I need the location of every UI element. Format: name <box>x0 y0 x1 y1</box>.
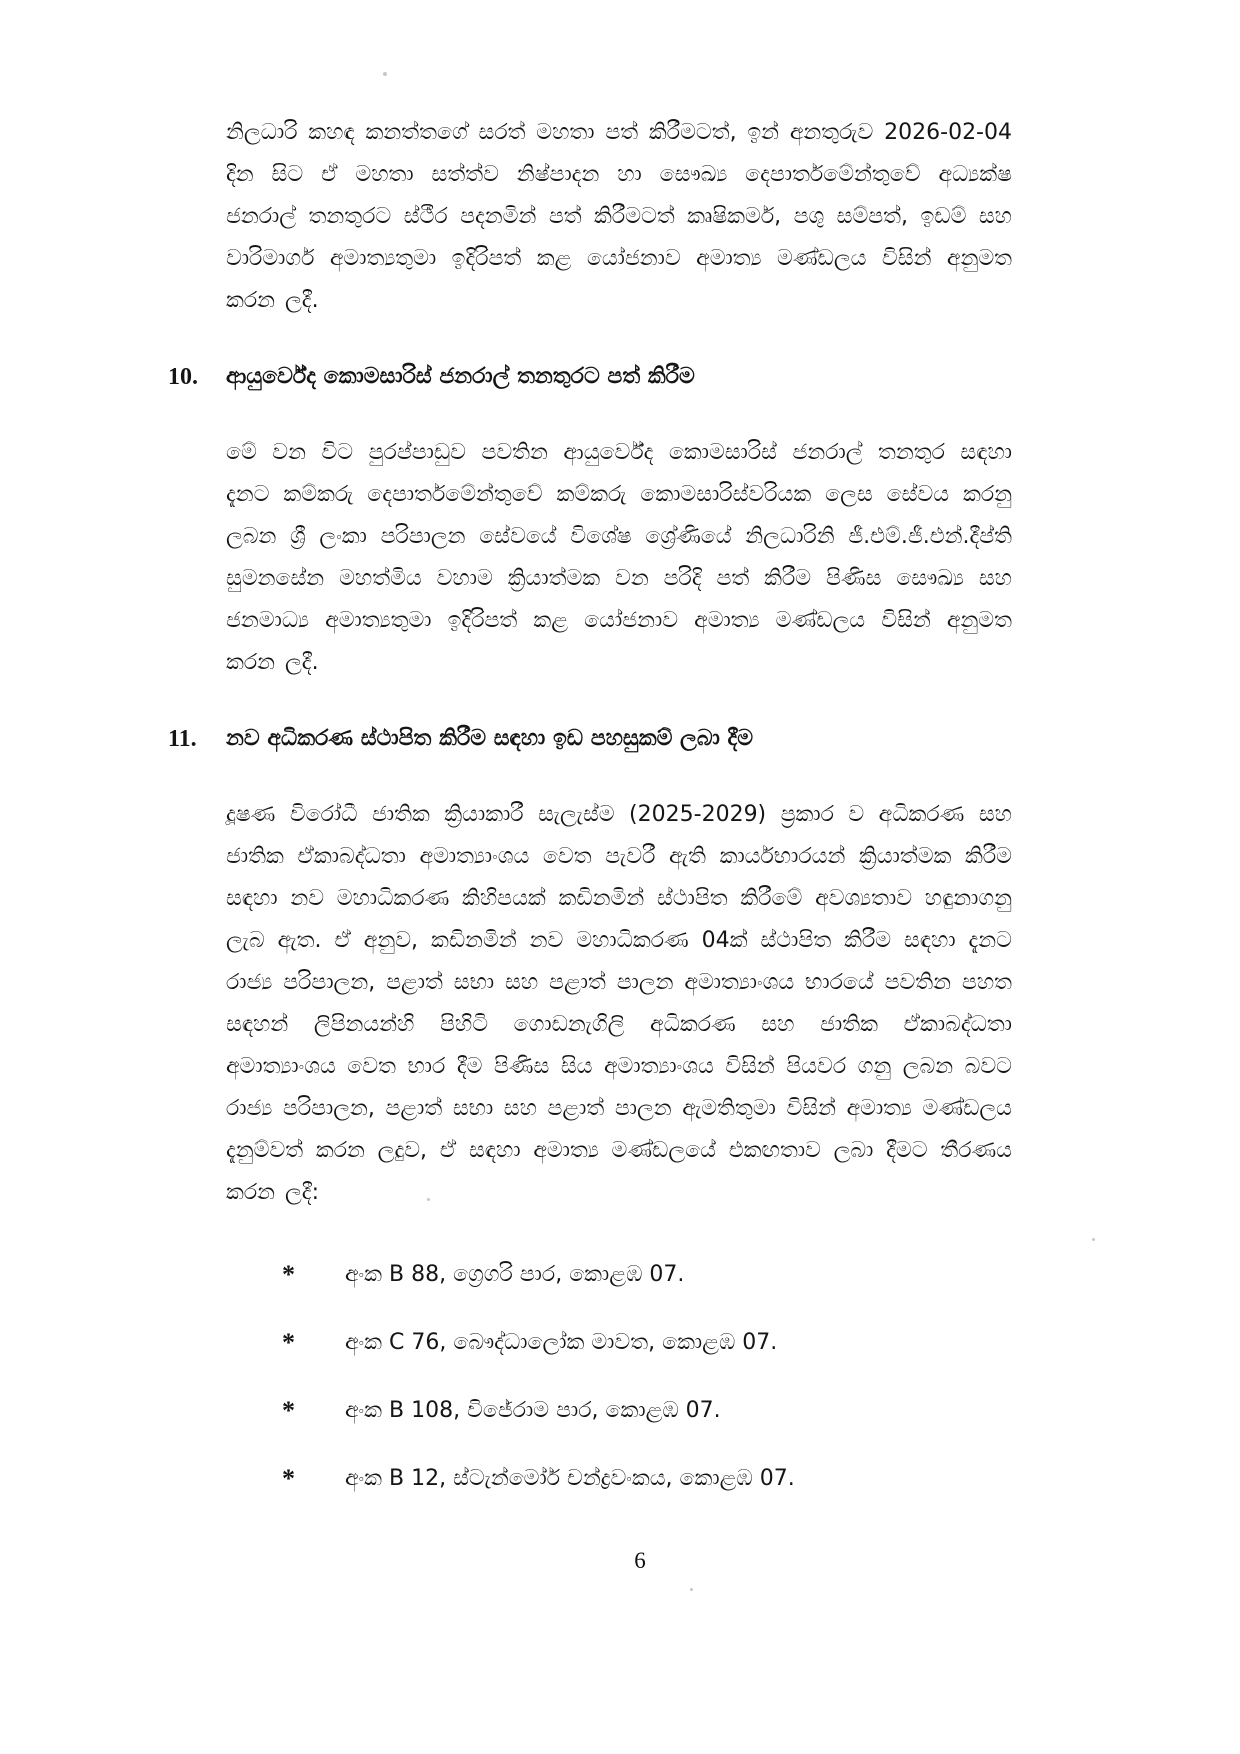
section-11-number: 11. <box>168 726 197 752</box>
section-10-body: මේ වන විට පුරප්පාඩුව පවතින ආයුර්වේද කොමසාරිස් ජනරාල් තනතුර සඳහා දැනට කම්කරු දෙපාර්තමේන්තුවේ කම්කරු කොමසාරිස්වරියක ලෙස සේවය කරනු ලබන ශ්‍රී ලංකා පරිපාලන සේවයේ විශේෂ ශ්‍රේණියේ නිලධාරිනි ජී.එම්.ජී.එන්.දීප්ති සුමනසේන මහත්මිය වහාම ක්‍රියාත්මක වන පරිදි පත් කිරීම පිණිස සෞඛ්‍ය සහ ජනමාධ්‍ය අමාත්‍යතුමා ඉදිරිපත් කළ යෝජනාව අමාත්‍ය මණ්ඩලය විසින් අනුමත කරන ලදී. <box>226 440 1012 675</box>
section-11 <box>168 718 1012 1500</box>
bullet-asterisk: * <box>282 1328 295 1357</box>
document-body <box>168 112 1012 1526</box>
list-item <box>282 1458 1012 1500</box>
section-10-title: ආයුර්වේද කොමසාරිස් ජනරාල් තනතුරට පත් කිරීම <box>226 364 695 389</box>
section-10 <box>168 356 1012 684</box>
bullet-asterisk: * <box>282 1260 295 1289</box>
section-11-body: දූෂණ විරෝධී ජාතික ක්‍රියාකාරී සැලැස්ම (2025-2029) ප්‍රකාර ව අධිකරණ සහ ජාතික ඒකාබද්ධතා අමාත්‍යාංශය වෙත පැවරී ඇති කාර්යභාරයන් ක්‍රියාත්මක කිරීම සඳහා නව මහාධිකරණ කිහිපයක් කඩිනමින් ස්ථාපිත කිරීමේ අවශ්‍යතාව හඳුනාගනු ලැබ ඇත. ඒ අනුව, කඩිනමින් නව මහාධිකරණ 04ක් ස්ථාපිත කිරීම සඳහා දැනට රාජ්‍ය පරිපාලන, පළාත් සභා සහ පළාත් පාලන අමාත්‍යාංශය භාරයේ පවතින පහත සඳහන් ලිපිනයන්හි පිහිටි ගොඩනැගිලි අධිකරණ සහ ජාතික ඒකාබද්ධතා අමාත්‍යාංශය වෙත භාර දීම පිණිස සිය අමාත්‍යාංශය විසින් පියවර ගනු ලබන බවට රාජ්‍ය පරිපාලන, පළාත් සභා සහ පළාත් පාලන ඇමතිතුමා විසින් අමාත්‍ය මණ්ඩලය දැනුම්වත් කරන ලදුව, ඒ සඳහා අමාත්‍ය මණ්ඩලයේ එකඟතාව ලබා දීමට තීරණය කරන ලදී: <box>226 802 1012 1205</box>
address-text: අංක B 12, ස්ටැන්මෝර් චන්ද්‍රවංකය, කොළඹ 07. <box>345 1466 795 1491</box>
intro-paragraph: නිලධාරි කහඳ කනත්තගේ සරත් මහතා පත් කිරීමටත්, ඉන් අනතුරුව 2026-02-04 දින සිට ඒ මහතා සත්ත්ව නිෂ්පාදන හා සෞඛ්‍ය දෙපාර්තමේන්තුවේ අධ්‍යක්ෂ ජනරාල් තනතුරට ස්ථීර පදනමින් පත් කිරීමටත් කෘෂිකර්ම, පශු සම්පත්, ඉඩම් සහ වාරිමාර්ග අමාත්‍යතුමා ඉදිරිපත් කළ යෝජනාව අමාත්‍ය මණ්ඩලය විසින් අනුමත කරන ලදී. <box>226 120 1012 313</box>
bullet-asterisk: * <box>282 1396 295 1425</box>
bullet-asterisk: * <box>282 1464 295 1493</box>
list-item <box>282 1254 1012 1296</box>
section-10-number: 10. <box>168 364 198 390</box>
section-11-heading <box>168 718 1012 760</box>
scan-speck <box>1092 1238 1095 1241</box>
scan-speck <box>690 1588 693 1591</box>
list-item <box>282 1390 1012 1432</box>
address-text: අංක B 88, ග්‍රෙගරි පාර, කොළඹ 07. <box>345 1262 685 1287</box>
address-text: අංක C 76, බෞද්ධාලෝක මාවත, කොළඹ 07. <box>345 1330 778 1355</box>
address-text: අංක B 108, විජේරාම පාර, කොළඹ 07. <box>345 1398 721 1423</box>
list-item <box>282 1322 1012 1364</box>
section-10-heading <box>168 356 1012 398</box>
address-list <box>282 1254 1012 1500</box>
section-11-title: නව අධිකරණ ස්ථාපිත කිරීම සඳහා ඉඩ පහසුකම් ලබා දීම <box>226 726 754 751</box>
page-number: 6 <box>634 1548 646 1573</box>
scan-speck <box>383 72 387 76</box>
